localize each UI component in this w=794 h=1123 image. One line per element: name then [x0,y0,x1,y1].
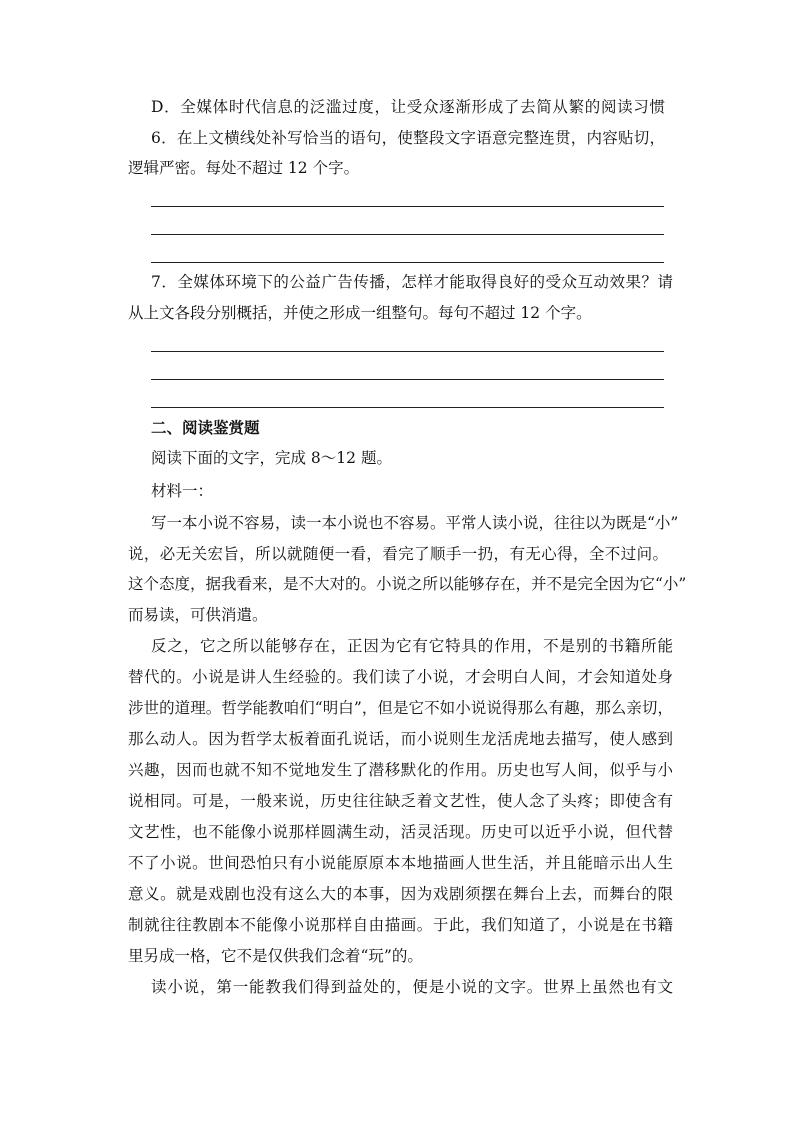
answer-line-6-3[interactable] [151,262,664,263]
passage-line: 那么动人。因为哲学太板着面孔说话，而小说则生龙活虎地去描写，使人感到 [128,730,673,748]
passage-line: 而易读，可供消遣。 [128,606,268,624]
passage-line: 反之，它之所以能够存在，正因为它有它特具的作用，不是别的书籍所能 [151,637,673,655]
passage-line: 写一本小说不容易，读一本小说也不容易。平常人读小说，往往以为既是“小” [151,514,679,532]
passage-line: 不了小说。世间恐怕只有小说能原原本本地描画人世生活，并且能暗示出人生 [128,854,673,872]
passage-line: 制就往往教剧本不能像小说那样自由描画。于此，我们知道了，小说是在书籍 [128,916,673,934]
passage-line: 读小说，第一能教我们得到益处的，便是小说的文字。世界上虽然也有文 [151,978,673,996]
section-instruction: 阅读下面的文字，完成 8～12 题。 [151,449,392,467]
question-7-line-1: 7．全媒体环境下的公益广告传播，怎样才能取得良好的受众互动效果？请 [151,273,673,291]
passage-line: 涉世的道理。哲学能教咱们“明白”，但是它不如小说说得那么有趣，那么亲切， [128,699,673,717]
answer-line-6-1[interactable] [151,206,664,207]
answer-line-7-3[interactable] [151,407,664,408]
passage-line: 兴趣，因而也就不知不觉地发生了潜移默化的作用。历史也写人间，似乎与小 [128,761,673,779]
option-d-text: D．全媒体时代信息的泛滥过度，让受众逐渐形成了去简从繁的阅读习惯 [151,98,665,116]
passage-line: 里另成一格，它不是仅供我们念着“玩”的。 [128,947,423,965]
passage-line: 这个态度，据我看来，是不大对的。小说之所以能够存在，并不是完全因为它“小” [128,575,687,593]
answer-line-7-1[interactable] [151,351,664,352]
passage-line: 替代的。小说是讲人生经验的。我们读了小说，才会明白人间，才会知道处身 [128,668,673,686]
passage-line: 说，必无关宏旨，所以就随便一看，看完了顺手一扔，有无心得，全不过问。 [128,545,668,563]
passage-line: 文艺性，也不能像小说那样圆满生动，活灵活现。历史可以近乎小说，但代替 [128,823,673,841]
passage-line: 意义。就是戏剧也没有这么大的本事，因为戏剧须摆在舞台上去，而舞台的限 [128,885,673,903]
answer-line-7-2[interactable] [151,379,664,380]
question-6-line-2: 逻辑严密。每处不超过 12 个字。 [128,159,360,177]
passage-line: 说相同。可是，一般来说，历史往往缺乏着文艺性，使人念了头疼；即使含有 [128,792,673,810]
answer-line-6-2[interactable] [151,234,664,235]
section-heading: 二、阅读鉴赏题 [151,418,260,437]
material-label: 材料一： [151,482,214,500]
question-7-line-2: 从上文各段分别概括，并使之形成一组整句。每句不超过 12 个字。 [128,304,592,322]
question-6-line-1: 6．在上文横线处补写恰当的语句，使整段文字语意完整连贯，内容贴切， [151,129,665,147]
